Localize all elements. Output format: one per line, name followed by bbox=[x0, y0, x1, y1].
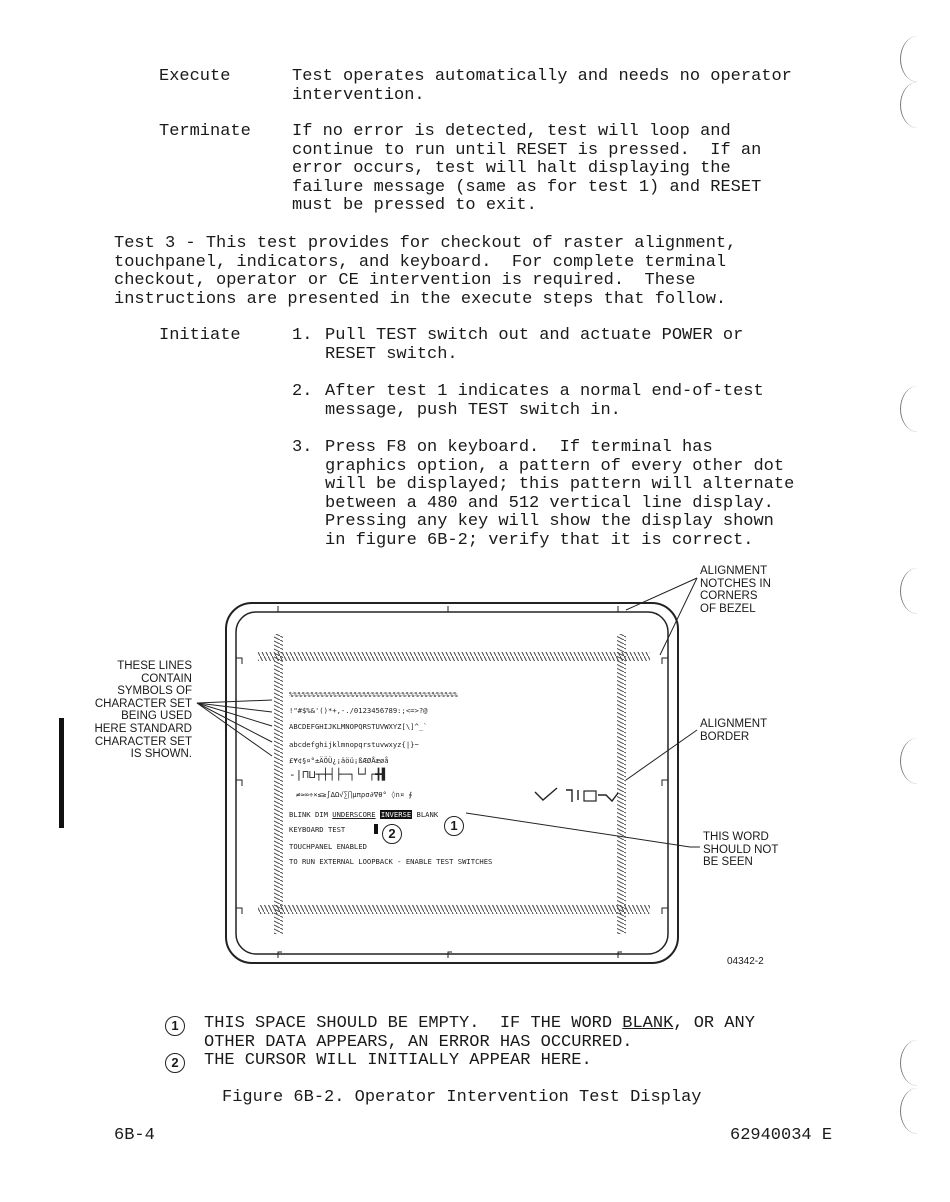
screen-row-7: ≠≈∞÷×≤≥∫∆Ω√∑∏µπρσ∂∇θ° ◊∩¤ ∮ bbox=[296, 790, 413, 799]
page-number: 6B-4 bbox=[114, 1126, 155, 1145]
note-1-underlined: BLANK bbox=[622, 1014, 674, 1033]
binder-hole-2 bbox=[900, 82, 935, 128]
binder-hole-7 bbox=[900, 1088, 935, 1134]
binder-hole-1 bbox=[900, 36, 935, 82]
screen-row-5: £¥¢§¤°±ÄÖÜ¿¡äöü¡ßÆØÅæøå bbox=[289, 756, 389, 765]
alignment-border-left bbox=[274, 634, 283, 934]
bezel-inner bbox=[236, 612, 668, 954]
callout-alignment-notches: ALIGNMENT NOTCHES IN CORNERS OF BEZEL bbox=[700, 565, 771, 615]
screen-graphic-check bbox=[535, 788, 557, 800]
notch-bottom-right bbox=[618, 952, 622, 958]
notch-right-middle bbox=[662, 780, 668, 786]
binder-hole-6 bbox=[900, 1040, 935, 1086]
callout-character-lines: THESE LINES CONTAIN SYMBOLS OF CHARACTER SET BEING USED HERE STANDARD CHARACTER SET IS SHOWN. bbox=[94, 660, 192, 761]
notch-top-right bbox=[618, 606, 622, 612]
screen-row-4: abcdefghijklmnopqrstuvwxyz{|}~ bbox=[289, 740, 419, 749]
screen-loopback: TO RUN EXTERNAL LOOPBACK - ENABLE TEST SWITCHES bbox=[289, 857, 493, 866]
screen-blink: BLINK bbox=[289, 810, 311, 819]
screen-graphic-box bbox=[584, 791, 596, 801]
figure-caption: Figure 6B-2. Operator Intervention Test Display bbox=[222, 1088, 702, 1107]
notch-bottom-center bbox=[448, 952, 452, 958]
execute-term: Execute bbox=[159, 67, 231, 86]
note-1-marker: 1 bbox=[165, 1016, 185, 1036]
step-3-number: 3. bbox=[292, 438, 313, 457]
notch-right-bottom bbox=[662, 908, 668, 914]
notch-top-left bbox=[278, 606, 282, 612]
screen-blank: BLANK bbox=[416, 810, 439, 819]
screen-marker-1: 1 bbox=[444, 816, 464, 836]
alignment-border-top bbox=[258, 652, 650, 661]
alignment-border-right bbox=[617, 634, 626, 934]
notch-bottom-left bbox=[278, 952, 282, 958]
callout-alignment-border: ALIGNMENT BORDER bbox=[700, 718, 768, 743]
screen-marker-2: 2 bbox=[382, 824, 402, 844]
leader-blank bbox=[466, 813, 700, 847]
callout-word-not-seen: THIS WORD SHOULD NOT BE SEEN bbox=[703, 831, 779, 869]
leader-border bbox=[626, 730, 697, 780]
step-3-text: Press F8 on keyboard. If terminal has graphics option, a pattern of every other dot will be displayed; this pattern will alternate between a 480 and 512 vertical line display. Pressing any key will show the display shown in figure 6B-2; verify that it is correct. bbox=[325, 438, 795, 550]
test3-paragraph: Test 3 - This test provides for checkout of raster alignment, touchpanel, indicators, and keyboard. For complete terminal checkout, operator or CE intervention is required. These instructions are presented in the execute steps that follow. bbox=[114, 234, 737, 309]
screen-graphic-bars bbox=[566, 790, 578, 802]
initiate-term: Initiate bbox=[159, 326, 241, 345]
note-2-marker: 2 bbox=[165, 1053, 185, 1073]
screen-graphic-wave bbox=[598, 793, 618, 801]
document-number: 62940034 E bbox=[730, 1126, 833, 1145]
notch-left-middle bbox=[236, 780, 242, 786]
leader-charset-1 bbox=[197, 700, 272, 703]
note-1-text-after: , OR ANY OTHER DATA APPEARS, AN ERROR HAS OCCURRED. bbox=[204, 1014, 755, 1052]
note-1-text-before: THIS SPACE SHOULD BE EMPTY. IF THE WORD bbox=[204, 1014, 623, 1033]
notch-left-bottom bbox=[236, 908, 242, 914]
notch-top-center bbox=[448, 606, 452, 612]
note-1-text bbox=[204, 1015, 844, 1052]
step-1-number: 1. bbox=[292, 326, 313, 345]
screen-touchpanel: TOUCHPANEL ENABLED bbox=[289, 842, 367, 851]
step-2-number: 2. bbox=[292, 382, 313, 401]
note-2-text: THE CURSOR WILL INITIALLY APPEAR HERE. bbox=[204, 1051, 592, 1070]
binder-hole-5 bbox=[900, 738, 935, 784]
notch-left-top bbox=[236, 658, 242, 664]
binder-hole-3 bbox=[900, 386, 935, 432]
cursor-block bbox=[374, 824, 378, 834]
screen-attributes-line bbox=[289, 810, 438, 819]
screen-row-1: %%%%%%%%%%%%%%%%%%%%%%%%%%%%%%%%%%%%%%% bbox=[289, 690, 458, 699]
screen-dim: DIM bbox=[314, 810, 328, 819]
binder-hole-4 bbox=[900, 568, 935, 614]
step-2-text: After test 1 indicates a normal end-of-test message, push TEST switch in. bbox=[325, 382, 764, 420]
alignment-border-bottom bbox=[258, 905, 650, 914]
screen-row-6: -|⊓⊔┬┼┤├─┐└┘┌╋▌ bbox=[289, 768, 389, 781]
screen-keyboard-test: KEYBOARD TEST bbox=[289, 825, 346, 834]
change-bar bbox=[59, 718, 64, 828]
execute-description: Test operates automatically and needs no operator intervention. bbox=[292, 67, 792, 105]
notch-right-top bbox=[662, 658, 668, 664]
screen-row-2: !"#$%&'()*+,-./0123456789:;<=>?@ bbox=[289, 706, 428, 715]
step-1-text: Pull TEST switch out and actuate POWER or RESET switch. bbox=[325, 326, 744, 364]
screen-inverse: INVERSE bbox=[380, 810, 412, 819]
screen-row-3: ABCDEFGHIJKLMNOPQRSTUVWXYZ[\]^_` bbox=[289, 722, 428, 731]
figure-number: 04342-2 bbox=[727, 956, 764, 967]
terminate-term: Terminate bbox=[159, 122, 251, 141]
terminate-description: If no error is detected, test will loop and continue to run until RESET is pressed. If an error occurs, test will halt displaying the failure message (same as for test 1) and RESET must be pressed to exit. bbox=[292, 122, 762, 216]
screen-underscore: UNDERSCORE bbox=[332, 810, 376, 819]
